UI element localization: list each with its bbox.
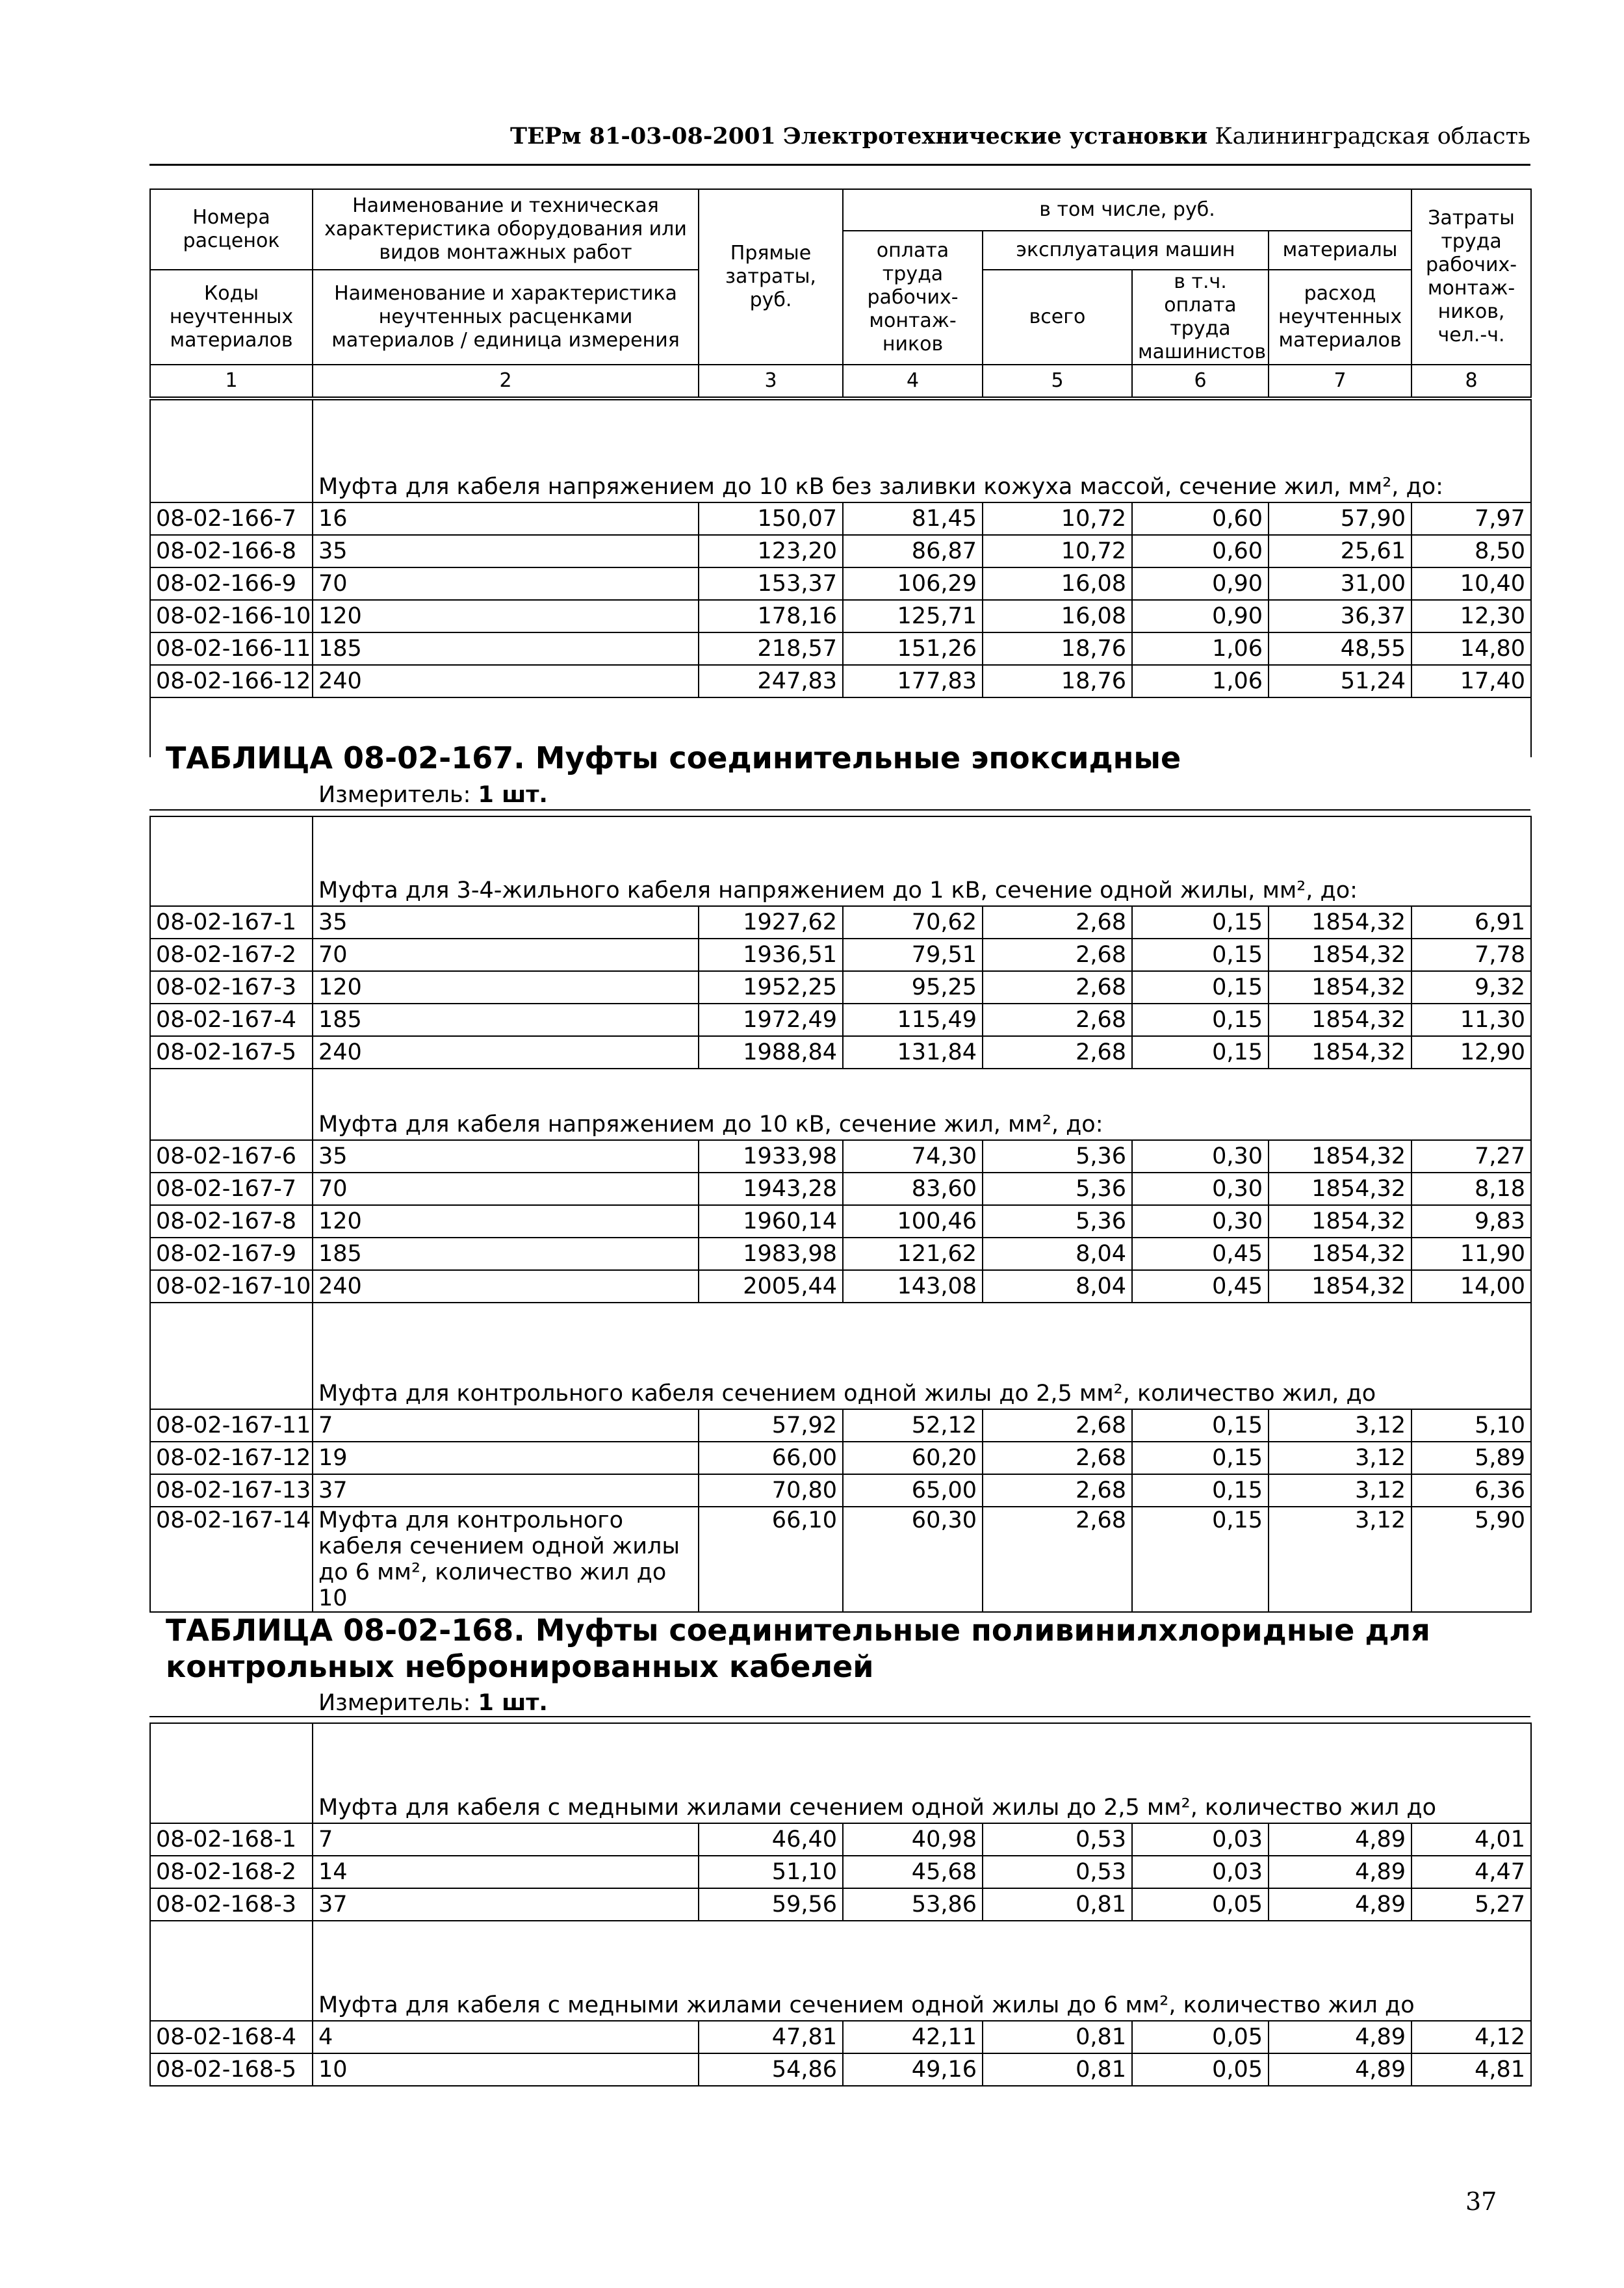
direct-costs: 2005,44	[699, 1270, 843, 1303]
machines-total: 8,04	[983, 1270, 1132, 1303]
material-consumption: 3,12	[1269, 1474, 1411, 1507]
labor-costs: 6,36	[1411, 1474, 1531, 1507]
worker-pay: 53,86	[843, 1888, 983, 1921]
column-index: 2	[313, 365, 699, 397]
labor-costs: 4,47	[1411, 1856, 1531, 1888]
material-consumption: 4,89	[1269, 1823, 1411, 1856]
material-consumption: 4,89	[1269, 1888, 1411, 1921]
group-row	[150, 816, 1531, 906]
machines-total: 2,68	[983, 1004, 1132, 1036]
table-08-02-166	[149, 399, 1532, 757]
group-description: Муфта для 3-4-жильного кабеля напряжением до 1 кВ, сечение одной жилы, мм², до:	[313, 816, 1531, 906]
machinist-pay: 0,45	[1132, 1270, 1269, 1303]
material-consumption: 36,37	[1269, 600, 1411, 632]
material-consumption: 3,12	[1269, 1409, 1411, 1442]
table-168-title	[166, 1612, 1517, 1685]
worker-pay: 143,08	[843, 1270, 983, 1303]
labor-costs: 12,90	[1411, 1036, 1531, 1069]
machines-total: 16,08	[983, 600, 1132, 632]
column-index: 1	[150, 365, 313, 397]
column-header-table	[149, 188, 1532, 398]
machines-total: 2,68	[983, 1474, 1132, 1507]
parameter-value: 35	[313, 906, 699, 939]
labor-costs: 17,40	[1411, 665, 1531, 697]
worker-pay: 74,30	[843, 1140, 983, 1173]
labor-costs: 11,30	[1411, 1004, 1531, 1036]
machinist-pay: 0,15	[1132, 1507, 1269, 1612]
machinist-pay: 0,15	[1132, 906, 1269, 939]
machines-total: 8,04	[983, 1238, 1132, 1270]
labor-costs: 11,90	[1411, 1238, 1531, 1270]
direct-costs: 1983,98	[699, 1238, 843, 1270]
machinist-pay: 0,45	[1132, 1238, 1269, 1270]
rate-code: 08-02-168-1	[150, 1823, 313, 1856]
labor-costs: 9,32	[1411, 971, 1531, 1004]
machinist-pay: 0,90	[1132, 567, 1269, 600]
header-worker-pay: оплата труда рабочих-монтаж-ников	[843, 231, 983, 365]
direct-costs: 57,92	[699, 1409, 843, 1442]
parameter-value: 70	[313, 1173, 699, 1205]
group-description: Муфта для кабеля с медными жилами сечением одной жилы до 6 мм², количество жил до	[313, 1921, 1531, 2021]
worker-pay: 177,83	[843, 665, 983, 697]
table-row	[150, 535, 1531, 567]
worker-pay: 121,62	[843, 1238, 983, 1270]
rate-code: 08-02-167-1	[150, 906, 313, 939]
column-index: 4	[843, 365, 983, 397]
machines-total: 2,68	[983, 1442, 1132, 1474]
direct-costs: 178,16	[699, 600, 843, 632]
parameter-value: 37	[313, 1474, 699, 1507]
machines-total: 2,68	[983, 1036, 1132, 1069]
machines-total: 2,68	[983, 939, 1132, 971]
machines-total: 5,36	[983, 1140, 1132, 1173]
direct-costs: 51,10	[699, 1856, 843, 1888]
machinist-pay: 0,05	[1132, 2053, 1269, 2086]
table-167-title: ТАБЛИЦА 08-02-167. Муфты соединительные эпоксидные	[166, 740, 1181, 775]
material-consumption: 3,12	[1269, 1507, 1411, 1612]
header-material-names: Наименование и характеристика неучтенных расценками материалов / единица измерения	[313, 270, 699, 365]
material-consumption: 1854,32	[1269, 1238, 1411, 1270]
direct-costs: 1936,51	[699, 939, 843, 971]
direct-costs: 59,56	[699, 1888, 843, 1921]
rate-code: 08-02-167-6	[150, 1140, 313, 1173]
labor-costs: 14,00	[1411, 1270, 1531, 1303]
direct-costs: 46,40	[699, 1823, 843, 1856]
header-material-consumption: расход неучтенных материалов	[1269, 270, 1411, 365]
parameter-value: 120	[313, 1205, 699, 1238]
material-consumption: 4,89	[1269, 1856, 1411, 1888]
direct-costs: 1927,62	[699, 906, 843, 939]
rate-code: 08-02-167-12	[150, 1442, 313, 1474]
labor-costs: 12,30	[1411, 600, 1531, 632]
column-index: 7	[1269, 365, 1411, 397]
header-direct-costs: Прямые затраты, руб.	[699, 189, 843, 365]
group-row	[150, 400, 1531, 502]
machines-total: 2,68	[983, 971, 1132, 1004]
parameter-value: 70	[313, 567, 699, 600]
machines-total: 2,68	[983, 1409, 1132, 1442]
parameter-value: 14	[313, 1856, 699, 1888]
rate-code: 08-02-166-11	[150, 632, 313, 665]
measure-label: Измеритель:	[318, 782, 471, 808]
parameter-value: 240	[313, 1036, 699, 1069]
group-row	[150, 1303, 1531, 1409]
direct-costs: 1988,84	[699, 1036, 843, 1069]
labor-costs: 8,50	[1411, 535, 1531, 567]
measure-value: 1 шт.	[478, 1690, 548, 1716]
worker-pay: 79,51	[843, 939, 983, 971]
direct-costs: 66,00	[699, 1442, 843, 1474]
worker-pay: 52,12	[843, 1409, 983, 1442]
material-consumption: 1854,32	[1269, 971, 1411, 1004]
parameter-value: 16	[313, 502, 699, 535]
rate-code: 08-02-166-7	[150, 502, 313, 535]
labor-costs: 7,78	[1411, 939, 1531, 971]
direct-costs: 1972,49	[699, 1004, 843, 1036]
table-167-measure	[318, 782, 548, 808]
labor-costs: 10,40	[1411, 567, 1531, 600]
machinist-pay: 0,30	[1132, 1205, 1269, 1238]
parameter-value: 240	[313, 1270, 699, 1303]
group-row	[150, 1921, 1531, 2021]
labor-costs: 5,89	[1411, 1442, 1531, 1474]
machines-total: 10,72	[983, 502, 1132, 535]
labor-costs: 14,80	[1411, 632, 1531, 665]
labor-costs: 7,97	[1411, 502, 1531, 535]
table-row	[150, 1238, 1531, 1270]
material-consumption: 4,89	[1269, 2021, 1411, 2053]
machines-total: 0,81	[983, 1888, 1132, 1921]
material-consumption: 4,89	[1269, 2053, 1411, 2086]
direct-costs: 1933,98	[699, 1140, 843, 1173]
machines-total: 0,81	[983, 2053, 1132, 2086]
material-consumption: 31,00	[1269, 567, 1411, 600]
direct-costs: 150,07	[699, 502, 843, 535]
parameter-value: 7	[313, 1823, 699, 1856]
labor-costs: 5,90	[1411, 1507, 1531, 1612]
measure-label: Измеритель:	[318, 1690, 471, 1716]
parameter-value: 185	[313, 1004, 699, 1036]
table-row	[150, 1856, 1531, 1888]
machines-total: 5,36	[983, 1173, 1132, 1205]
machinist-pay: 0,15	[1132, 1036, 1269, 1069]
group-row	[150, 1069, 1531, 1140]
labor-costs: 6,91	[1411, 906, 1531, 939]
labor-costs: 4,01	[1411, 1823, 1531, 1856]
worker-pay: 45,68	[843, 1856, 983, 1888]
material-consumption: 1854,32	[1269, 1270, 1411, 1303]
group-description: Муфта для кабеля напряжением до 10 кВ без заливки кожуха массой, сечение жил, мм², до:	[313, 400, 1531, 502]
worker-pay: 70,62	[843, 906, 983, 939]
material-consumption: 57,90	[1269, 502, 1411, 535]
table-row	[150, 2021, 1531, 2053]
machinist-pay: 1,06	[1132, 665, 1269, 697]
table-row	[150, 2053, 1531, 2086]
machinist-pay: 0,15	[1132, 1409, 1269, 1442]
machinist-pay: 0,05	[1132, 1888, 1269, 1921]
direct-costs: 1952,25	[699, 971, 843, 1004]
table-row	[150, 939, 1531, 971]
labor-costs: 4,81	[1411, 2053, 1531, 2086]
header-rate-numbers: Номера расценок	[150, 189, 313, 270]
rate-code: 08-02-167-11	[150, 1409, 313, 1442]
rate-code: 08-02-167-14	[150, 1507, 313, 1612]
rate-code: 08-02-167-9	[150, 1238, 313, 1270]
direct-costs: 47,81	[699, 2021, 843, 2053]
header-machine-exploitation: эксплуатация машин	[983, 231, 1269, 270]
group-description: Муфта для кабеля с медными жилами сечением одной жилы до 2,5 мм², количество жил до	[313, 1723, 1531, 1823]
parameter-value: 35	[313, 535, 699, 567]
parameter-value: 70	[313, 939, 699, 971]
material-consumption: 1854,32	[1269, 1140, 1411, 1173]
machines-total: 0,81	[983, 2021, 1132, 2053]
rate-code: 08-02-166-9	[150, 567, 313, 600]
table-row	[150, 906, 1531, 939]
labor-costs: 7,27	[1411, 1140, 1531, 1173]
table-row	[150, 1270, 1531, 1303]
worker-pay: 151,26	[843, 632, 983, 665]
table-row	[150, 1409, 1531, 1442]
rate-code: 08-02-167-4	[150, 1004, 313, 1036]
column-index-row	[150, 365, 1531, 397]
table-row	[150, 1823, 1531, 1856]
rate-code: 08-02-166-10	[150, 600, 313, 632]
machinist-pay: 0,90	[1132, 600, 1269, 632]
direct-costs: 153,37	[699, 567, 843, 600]
machinist-pay: 1,06	[1132, 632, 1269, 665]
worker-pay: 100,46	[843, 1205, 983, 1238]
group-description: Муфта для кабеля напряжением до 10 кВ, сечение жил, мм², до:	[313, 1069, 1531, 1140]
worker-pay: 40,98	[843, 1823, 983, 1856]
labor-costs: 8,18	[1411, 1173, 1531, 1205]
table-row	[150, 1507, 1531, 1612]
worker-pay: 60,20	[843, 1442, 983, 1474]
rate-code: 08-02-166-8	[150, 535, 313, 567]
parameter-value: 7	[313, 1409, 699, 1442]
rate-code: 08-02-167-2	[150, 939, 313, 971]
machines-total: 0,53	[983, 1856, 1132, 1888]
machinist-pay: 0,15	[1132, 939, 1269, 971]
header-machinist-pay: в т.ч. оплата труда машинистов	[1132, 270, 1269, 365]
machines-total: 18,76	[983, 665, 1132, 697]
machines-total: 2,68	[983, 906, 1132, 939]
parameter-value: 4	[313, 2021, 699, 2053]
labor-costs: 5,10	[1411, 1409, 1531, 1442]
worker-pay: 95,25	[843, 971, 983, 1004]
page-number: 37	[1465, 2187, 1497, 2216]
table-row	[150, 1205, 1531, 1238]
header-labor-costs: Затраты труда рабочих-монтаж-ников, чел.-ч.	[1411, 189, 1531, 365]
worker-pay: 83,60	[843, 1173, 983, 1205]
material-consumption: 25,61	[1269, 535, 1411, 567]
column-index: 3	[699, 365, 843, 397]
rate-code: 08-02-167-7	[150, 1173, 313, 1205]
column-index: 5	[983, 365, 1132, 397]
machines-total: 5,36	[983, 1205, 1132, 1238]
group-row	[150, 1723, 1531, 1823]
machinist-pay: 0,30	[1132, 1173, 1269, 1205]
machinist-pay: 0,60	[1132, 535, 1269, 567]
header-machines-total: всего	[983, 270, 1132, 365]
machinist-pay: 0,03	[1132, 1856, 1269, 1888]
machines-total: 10,72	[983, 535, 1132, 567]
machinist-pay: 0,05	[1132, 2021, 1269, 2053]
worker-pay: 81,45	[843, 502, 983, 535]
machinist-pay: 0,15	[1132, 1474, 1269, 1507]
direct-costs: 218,57	[699, 632, 843, 665]
rate-code: 08-02-166-12	[150, 665, 313, 697]
table-168-measure	[318, 1690, 548, 1716]
table-168-title-line1: ТАБЛИЦА 08-02-168. Муфты соединительные поливинилхлоридные для	[166, 1613, 1430, 1648]
header-material-codes: Коды неучтенных материалов	[150, 270, 313, 365]
table-row	[150, 567, 1531, 600]
material-consumption: 1854,32	[1269, 939, 1411, 971]
table-row	[150, 1036, 1531, 1069]
worker-pay: 125,71	[843, 600, 983, 632]
parameter-value: 240	[313, 665, 699, 697]
rate-code: 08-02-167-8	[150, 1205, 313, 1238]
worker-pay: 42,11	[843, 2021, 983, 2053]
parameter-value: 120	[313, 600, 699, 632]
table-08-02-167	[149, 816, 1532, 1613]
worker-pay: 65,00	[843, 1474, 983, 1507]
table-168-title-line2: контрольных небронированных кабелей	[166, 1649, 874, 1684]
machinist-pay: 0,15	[1132, 971, 1269, 1004]
parameter-value: 19	[313, 1442, 699, 1474]
column-index: 8	[1411, 365, 1531, 397]
material-consumption: 1854,32	[1269, 1004, 1411, 1036]
table-row	[150, 1004, 1531, 1036]
machines-total: 18,76	[983, 632, 1132, 665]
rate-code: 08-02-167-13	[150, 1474, 313, 1507]
table-row	[150, 632, 1531, 665]
measure-value: 1 шт.	[478, 782, 548, 808]
parameter-value: 120	[313, 971, 699, 1004]
rate-code: 08-02-167-10	[150, 1270, 313, 1303]
rate-code: 08-02-168-3	[150, 1888, 313, 1921]
table-row	[150, 665, 1531, 697]
table-row	[150, 1888, 1531, 1921]
direct-costs: 247,83	[699, 665, 843, 697]
table-08-02-168	[149, 1722, 1532, 2086]
worker-pay: 106,29	[843, 567, 983, 600]
table-row	[150, 1173, 1531, 1205]
column-index: 6	[1132, 365, 1269, 397]
table-row	[150, 1474, 1531, 1507]
worker-pay: 60,30	[843, 1507, 983, 1612]
direct-costs: 66,10	[699, 1507, 843, 1612]
machinist-pay: 0,15	[1132, 1004, 1269, 1036]
material-consumption: 3,12	[1269, 1442, 1411, 1474]
direct-costs: 54,86	[699, 2053, 843, 2086]
parameter-value: 37	[313, 1888, 699, 1921]
direct-costs: 70,80	[699, 1474, 843, 1507]
material-consumption: 1854,32	[1269, 1173, 1411, 1205]
group-description: Муфта для контрольного кабеля сечением одной жилы до 2,5 мм², количество жил, до	[313, 1303, 1531, 1409]
machinist-pay: 0,30	[1132, 1140, 1269, 1173]
table-row	[150, 1140, 1531, 1173]
worker-pay: 49,16	[843, 2053, 983, 2086]
parameter-value: 10	[313, 2053, 699, 2086]
machinist-pay: 0,03	[1132, 1823, 1269, 1856]
table-row	[150, 971, 1531, 1004]
machines-total: 2,68	[983, 1507, 1132, 1612]
worker-pay: 115,49	[843, 1004, 983, 1036]
page-header	[149, 124, 1530, 166]
parameter-value: 185	[313, 632, 699, 665]
parameter-value: 35	[313, 1140, 699, 1173]
worker-pay: 131,84	[843, 1036, 983, 1069]
document-title: Электротехнические установки	[782, 123, 1208, 150]
rate-code: 08-02-167-3	[150, 971, 313, 1004]
header-work-name: Наименование и техническая характеристика оборудования или видов монтажных работ	[313, 189, 699, 270]
table-row	[150, 600, 1531, 632]
machines-total: 16,08	[983, 567, 1132, 600]
direct-costs: 1943,28	[699, 1173, 843, 1205]
rate-code: 08-02-167-5	[150, 1036, 313, 1069]
labor-costs: 9,83	[1411, 1205, 1531, 1238]
work-description: Муфта для контрольного кабеля сечением одной жилы до 6 мм², количество жил до 10	[313, 1507, 699, 1612]
header-including: в том числе, руб.	[843, 189, 1411, 231]
material-consumption: 1854,32	[1269, 1205, 1411, 1238]
rate-code: 08-02-168-4	[150, 2021, 313, 2053]
machinist-pay: 0,60	[1132, 502, 1269, 535]
worker-pay: 86,87	[843, 535, 983, 567]
machinist-pay: 0,15	[1132, 1442, 1269, 1474]
header-materials: материалы	[1269, 231, 1411, 270]
labor-costs: 5,27	[1411, 1888, 1531, 1921]
table-row	[150, 1442, 1531, 1474]
direct-costs: 1960,14	[699, 1205, 843, 1238]
rate-code: 08-02-168-5	[150, 2053, 313, 2086]
material-consumption: 48,55	[1269, 632, 1411, 665]
machines-total: 0,53	[983, 1823, 1132, 1856]
direct-costs: 123,20	[699, 535, 843, 567]
labor-costs: 4,12	[1411, 2021, 1531, 2053]
material-consumption: 1854,32	[1269, 906, 1411, 939]
document-code: ТЕРм 81-03-08-2001	[510, 123, 776, 150]
material-consumption: 1854,32	[1269, 1036, 1411, 1069]
material-consumption: 51,24	[1269, 665, 1411, 697]
parameter-value: 185	[313, 1238, 699, 1270]
document-region: Калининградская область	[1215, 124, 1530, 150]
rate-code: 08-02-168-2	[150, 1856, 313, 1888]
table-row	[150, 502, 1531, 535]
